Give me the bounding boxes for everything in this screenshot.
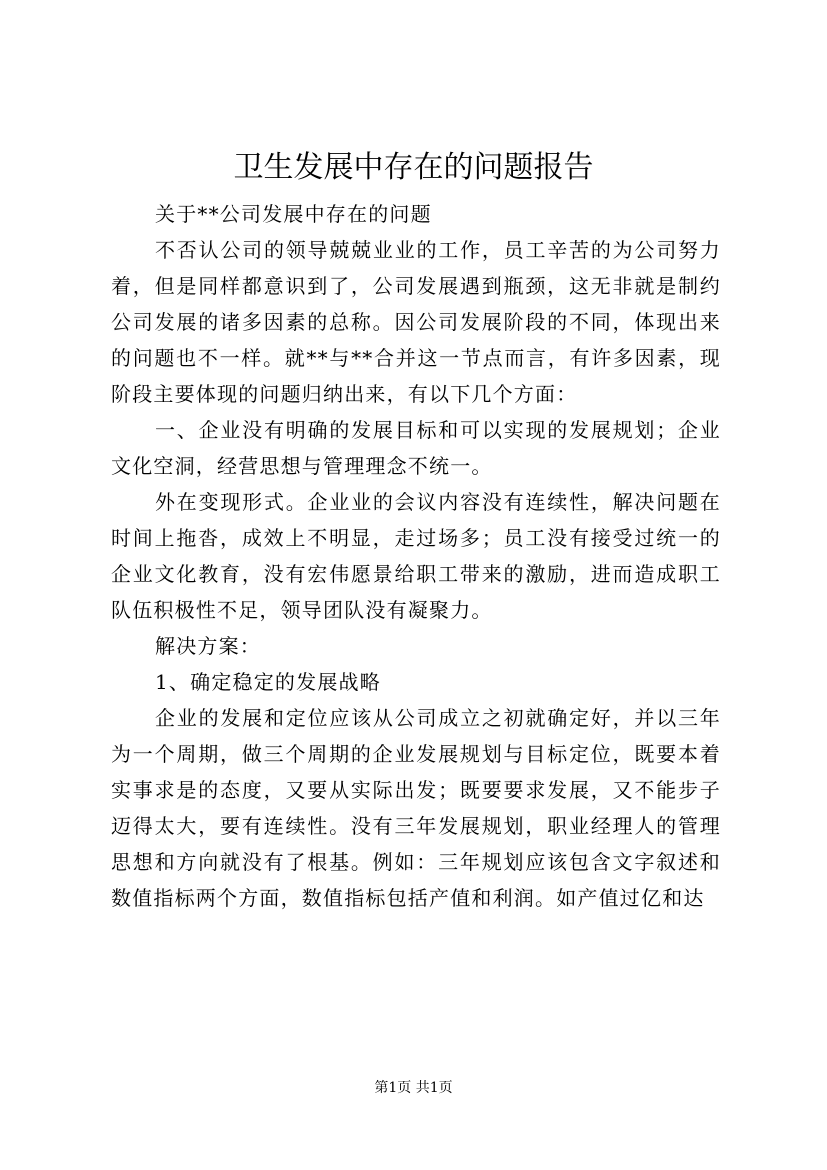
- paragraph-strategy-detail: 企业的发展和定位应该从公司成立之初就确定好，并以三年为一个周期，做三个周期的企业发展规划与目标定位，既要本着实事求是的态度，又要从实际出发；既要要求发展，又不能步子迈得太大，要有连续性。没有三年发展规划，职业经理人的管理思想和方向就没有了根基。例如：三年规划应该包含文字叙述和数值指标两个方面，数值指标包括产值和利润。如产值过亿和达: [111, 706, 721, 910]
- document-title: 卫生发展中存在的问题报告: [233, 150, 594, 185]
- paragraph-solution-heading: 解决方案：: [155, 634, 261, 658]
- page-number-footer: 第1页 共1页: [374, 1080, 453, 1096]
- paragraph-issue-one: 一、企业没有明确的发展目标和可以实现的发展规划；企业文化空洞，经营思想与管理理念不统一。: [111, 418, 721, 478]
- document-body: [111, 196, 721, 916]
- paragraph-manifestation: 外在变现形式。企业业的会议内容没有连续性，解决问题在时间上拖沓，成效上不明显，走过场多；员工没有接受过统一的企业文化教育，没有宏伟愿景给职工带来的激励，进而造成职工队伍积极性不足，领导团队没有凝聚力。: [111, 490, 721, 622]
- paragraph-subject: 关于**公司发展中存在的问题: [155, 202, 432, 226]
- paragraph-solution-item-1: 1、确定稳定的发展战略: [155, 670, 381, 694]
- paragraph-intro: 不否认公司的领导兢兢业业的工作，员工辛苦的为公司努力着，但是同样都意识到了，公司发展遇到瓶颈，这无非就是制约公司发展的诸多因素的总称。因公司发展阶段的不同，体现出来的问题也不一样。就**与**合并这一节点而言，有许多因素，现阶段主要体现的问题归纳出来，有以下几个方面：: [111, 238, 721, 406]
